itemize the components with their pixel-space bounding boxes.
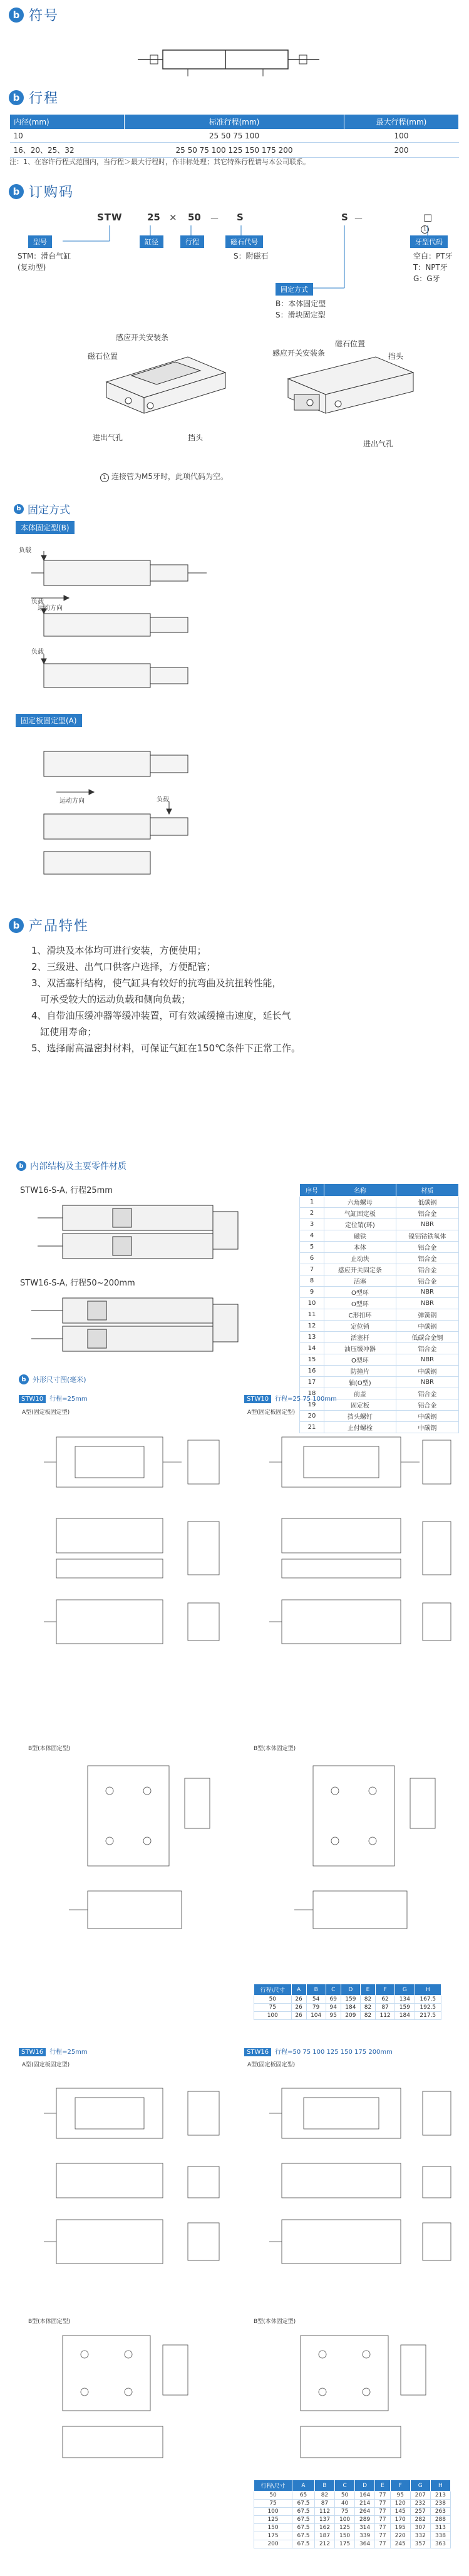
table-row: 17 轴(O型) NBR bbox=[300, 1377, 459, 1388]
order-code-thread: □ bbox=[423, 212, 433, 223]
mount-load-label: 负载 bbox=[31, 599, 44, 605]
list-item: 1、滑块及本体均可进行安装，方便使用； bbox=[31, 945, 207, 956]
table-row: 10 25 50 75 100 100 bbox=[10, 130, 459, 143]
col-std-stroke: 标准行程(mm) bbox=[125, 115, 344, 130]
col-bore: 内径(mm) bbox=[10, 115, 125, 130]
section-title: 外形尺寸图(毫米) bbox=[33, 1376, 86, 1384]
table-row: 5 本体 铝合金 bbox=[300, 1242, 459, 1253]
table-row: 19 固定板 铝合金 bbox=[300, 1399, 459, 1411]
dims-b-type: B型(本体固定型) bbox=[254, 2319, 296, 2325]
callout-limit-2: 挡头 bbox=[388, 352, 404, 361]
callout-port-2: 进出气孔 bbox=[363, 440, 394, 448]
structure-drawing-long bbox=[19, 1289, 269, 1364]
mount-body-fixed-tag: 本体固定型(B) bbox=[16, 521, 75, 534]
brand-logo-icon: b bbox=[9, 90, 24, 105]
mount-motion-label: 运动方向 bbox=[59, 798, 85, 805]
table-row: 12 定位销 中碳钢 bbox=[300, 1321, 459, 1332]
mount-load-label: 负载 bbox=[31, 649, 44, 656]
col-max-stroke: 最大行程(mm) bbox=[344, 115, 459, 130]
table-row: 200 67.5 212 175 364 77 245 357 363 bbox=[254, 2540, 451, 2548]
section-order-header bbox=[9, 182, 74, 201]
dims-drawing-block-3-a bbox=[19, 2069, 232, 2295]
section-title: 固定方式 bbox=[28, 504, 70, 517]
order-code-series: STW bbox=[97, 212, 123, 223]
table-row: 18 前盖 铝合金 bbox=[300, 1388, 459, 1399]
table-row: 20 挡头螺钉 中碳钢 bbox=[300, 1411, 459, 1422]
brand-logo-icon: b bbox=[9, 918, 24, 933]
dims-b-type: B型(本体固定型) bbox=[28, 1746, 71, 1752]
table-row: 2 气缸固定板 铝合金 bbox=[300, 1208, 459, 1219]
table-row: 11 C形扣环 弹簧钢 bbox=[300, 1309, 459, 1321]
mount-slider-fixed-tag: 固定板固定型(A) bbox=[16, 714, 82, 727]
table-row: 125 67.5 137 100 289 77 170 282 288 bbox=[254, 2516, 451, 2524]
mount-load-label: 负载 bbox=[19, 547, 31, 554]
list-item: 可承受较大的运动负载和侧向负载； bbox=[31, 994, 191, 1005]
section-title: 订购码 bbox=[29, 185, 75, 200]
table-row: 100 67.5 112 75 264 77 145 257 263 bbox=[254, 2508, 451, 2516]
table-row: 75 26 79 94 184 82 87 159 192.5 bbox=[254, 2004, 441, 2012]
table-row: 13 活塞杆 低碳合金钢 bbox=[300, 1332, 459, 1343]
order-code-times: × bbox=[169, 212, 177, 223]
order-code-magnet: S bbox=[237, 212, 244, 223]
brand-logo-icon: b bbox=[16, 1161, 26, 1171]
mount-body-fixed-diagram bbox=[19, 538, 225, 708]
dims-b-type: B型(本体固定型) bbox=[254, 1746, 296, 1752]
dims-block-4-head: STW16 行程=50 75 100 125 150 175 200mm bbox=[244, 2046, 393, 2056]
label-stroke: 行程 bbox=[180, 235, 204, 248]
brand-logo-icon: b bbox=[9, 184, 24, 199]
thread-desc: 空白：PT牙 T：NPT牙 G：G牙 bbox=[413, 252, 453, 283]
section-title: 行程 bbox=[29, 91, 59, 106]
brand-logo-icon: b bbox=[14, 504, 24, 514]
brand-logo-icon: b bbox=[19, 1374, 29, 1384]
list-item: 缸使用寿命； bbox=[31, 1026, 97, 1038]
dims-drawing-block-2-b bbox=[288, 1753, 445, 1954]
parts-table: 序号 名称 材质 1 六角螺母 低碳钢 2 气缸固定板 铝合金 3 定位销(环) NBR 4 磁铁 镍铝钴铁氧体 5 本体 铝合金 6 止动块 铝合金 7 感应开关固定条 铝合金 8 活塞 铝合金 9 O型环 NBR 10 O型环 NBR 11 C形扣环 弹簧钢 12 定位销 中碳钢 13 活塞杆 低碳合金钢 14 油压缓冲器 铝合金 15 O型环 NBR 16 防撞片 中碳钢 17 轴(O型) NBR 18 前盖 铝合金 19 固定板 铝合金 20 挡头螺钉 中碳钢 21 止付螺栓 中碳钢 bbox=[299, 1183, 459, 1433]
callout-sensor-slot-2: 感应开关安装条 bbox=[272, 349, 326, 358]
note-marker: 1 bbox=[421, 225, 429, 234]
mount-load-label: 负载 bbox=[157, 796, 169, 803]
table-row: 9 O型环 NBR bbox=[300, 1287, 459, 1298]
order-code-mount: S bbox=[341, 212, 348, 223]
order-code-bore: 25 bbox=[147, 212, 160, 223]
magnet-desc: S：附磁石 bbox=[234, 252, 269, 260]
table-row: 8 活塞 铝合金 bbox=[300, 1275, 459, 1287]
feature-list bbox=[31, 942, 301, 1056]
section-structure-header bbox=[16, 1160, 126, 1172]
stroke-table bbox=[9, 114, 459, 158]
mount-motion-label: 运动方向 bbox=[38, 605, 63, 612]
label-mount: 固定方式 bbox=[276, 283, 313, 296]
table-row: 14 油压缓冲器 铝合金 bbox=[300, 1343, 459, 1354]
structure-caption-2: STW16-S-A, 行程50~200mm bbox=[20, 1279, 135, 1288]
callout-sensor-slot: 感应开关安装条 bbox=[116, 333, 169, 342]
table-row: 150 67.5 162 125 314 77 195 307 313 bbox=[254, 2524, 451, 2532]
dims-drawing-block-4-b bbox=[276, 2326, 438, 2470]
section-features-header bbox=[9, 915, 89, 935]
dims-drawing-block-3-b bbox=[38, 2326, 200, 2470]
dims-drawing-block-2-a bbox=[244, 1418, 457, 1706]
dims-block-1-head: STW10 行程=25mm bbox=[19, 1393, 88, 1403]
label-thread: 牙型代码 bbox=[410, 235, 448, 248]
table-row: 10 O型环 NBR bbox=[300, 1298, 459, 1309]
list-item: 2、三级进、出气口供客户选择，方便配管； bbox=[31, 961, 216, 972]
dims-table-stw10: 行程\尺寸 A B C D E F G H 50 26 54 69 159 82 62 134 167.5 75 26 79 94 184 82 87 159 192.5 100 26 104 95 209 82 112 184 217.5 bbox=[254, 1984, 441, 2020]
mount-slider-fixed-diagram bbox=[19, 733, 225, 883]
dims-a-type: A型(固定板固定型) bbox=[247, 2062, 296, 2068]
table-row: 21 止付螺栓 中碳钢 bbox=[300, 1422, 459, 1433]
list-item: 3、双活塞杆结构，使气缸具有较好的抗弯曲及抗扭转性能， bbox=[31, 977, 282, 989]
section-title: 产品特性 bbox=[29, 919, 90, 934]
section-stroke-header bbox=[9, 88, 59, 107]
table-row: 16 防撞片 中碳钢 bbox=[300, 1366, 459, 1377]
dims-a-type: A型(固定板固定型) bbox=[22, 2062, 70, 2068]
brand-logo-icon: b bbox=[9, 8, 24, 23]
section-title: 符号 bbox=[29, 8, 59, 24]
structure-drawing-short bbox=[19, 1196, 269, 1271]
dims-drawing-block-1-b bbox=[63, 1753, 219, 1954]
table-row: 75 67.5 87 40 214 77 120 232 238 bbox=[254, 2500, 451, 2508]
callout-port: 进出气孔 bbox=[93, 433, 123, 442]
dims-drawing-block-4-a bbox=[244, 2069, 457, 2295]
structure-caption-1: STW16-S-A, 行程25mm bbox=[20, 1186, 113, 1195]
order-code-stroke: 50 bbox=[188, 212, 201, 223]
table-row: 1 六角螺母 低碳钢 bbox=[300, 1197, 459, 1208]
list-item: 5、选择耐高温密封材料，可保证气缸在150℃条件下正常工作。 bbox=[31, 1043, 301, 1054]
table-row: 4 磁铁 镍铝钴铁氧体 bbox=[300, 1230, 459, 1242]
dims-b-type: B型(本体固定型) bbox=[28, 2319, 71, 2325]
table-row: 100 26 104 95 209 82 112 184 217.5 bbox=[254, 2012, 441, 2020]
table-row: 15 O型环 NBR bbox=[300, 1354, 459, 1366]
section-mount-header bbox=[14, 501, 70, 517]
section-dims-header bbox=[19, 1374, 86, 1384]
dims-drawing-block-1-a bbox=[19, 1418, 232, 1706]
order-code-dash: － bbox=[210, 213, 220, 224]
dims-a-type: A型(固定板固定型) bbox=[247, 1409, 296, 1416]
label-bore: 缸径 bbox=[140, 235, 163, 248]
list-item: 4、自带油压缓冲器等缓冲装置，可有效减缓撞击速度，延长气 bbox=[31, 1010, 291, 1021]
label-magnet: 磁石代号 bbox=[225, 235, 263, 248]
mount-desc: B：本体固定型 S：滑块固定型 bbox=[276, 299, 326, 319]
table-row: 3 定位销(环) NBR bbox=[300, 1219, 459, 1230]
pneumatic-symbol-diagram bbox=[138, 44, 326, 81]
table-row: 6 止动块 铝合金 bbox=[300, 1253, 459, 1264]
label-series: 型号 bbox=[28, 235, 52, 248]
callout-magnet-pos: 磁石位置 bbox=[88, 352, 118, 361]
dims-a-type: A型(固定板固定型) bbox=[22, 1409, 70, 1416]
series-desc: STM：滑台气缸 (复动型) bbox=[18, 252, 71, 272]
dims-block-3-head: STW16 行程=25mm bbox=[19, 2046, 88, 2056]
callout-magnet-pos-2: 磁石位置 bbox=[335, 339, 366, 348]
order-code-dash2: － bbox=[354, 213, 364, 224]
dims-table-stw16: 行程\尺寸 A B C D E F G H 50 65 82 50 164 77 95 207 213 75 67.5 87 40 214 77 120 232 238 100 67.5 112 75 264 77 145 257 263 125 67.5 137 100 289 77 170 282 288 150 67.5 162 125 314 77 195 307 313 175 67.5 187 150 339 77 220 332 338 200 67.5 212 175 364 77 245 357 363 bbox=[254, 2480, 451, 2548]
dims-block-2-head: STW10 行程=25 75 100mm bbox=[244, 1393, 337, 1403]
section-title: 内部结构及主要零件材质 bbox=[30, 1162, 126, 1172]
table-row: 16、20、25、32 25 50 75 100 125 150 175 200 200 bbox=[10, 143, 459, 158]
table-row: 175 67.5 187 150 339 77 220 332 338 bbox=[254, 2532, 451, 2540]
table-row: 50 26 54 69 159 82 62 134 167.5 bbox=[254, 1996, 441, 2004]
section-symbol-header bbox=[9, 5, 59, 24]
table-row: 7 感应开关固定条 铝合金 bbox=[300, 1264, 459, 1275]
table-row: 50 65 82 50 164 77 95 207 213 bbox=[254, 2491, 451, 2500]
callout-limit: 挡头 bbox=[188, 433, 204, 442]
stroke-note: 注：1、在容许行程式范围内，当行程＞最大行程时，作非标处理；其它特殊行程请与本公司联系。 bbox=[9, 158, 310, 166]
order-footnote: 1 连接管为M5牙时，此项代码为空。 bbox=[100, 471, 228, 482]
